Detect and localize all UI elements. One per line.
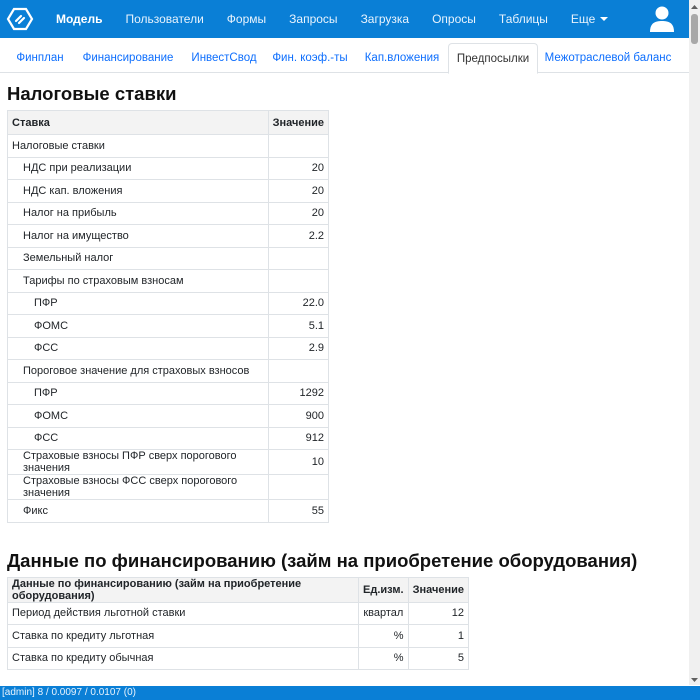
main-content <box>7 80 687 670</box>
row-value: 12 <box>408 602 468 625</box>
row-value: 2.9 <box>268 337 328 360</box>
row-name: НДС при реализации <box>8 157 269 180</box>
table-row <box>8 602 469 625</box>
table-row <box>8 180 329 203</box>
table-row <box>8 337 329 360</box>
financing-data-title: Данные по финансированию (займ на приобретение оборудования) <box>7 549 638 571</box>
nav-more-dropdown[interactable] <box>571 12 608 26</box>
nav-item-tables[interactable]: Таблицы <box>498 12 548 26</box>
row-name: Страховые взносы ПФР сверх порогового значения <box>8 450 269 475</box>
row-name: ФСС <box>8 337 269 360</box>
nav-more-label: Еще <box>570 12 596 26</box>
tab-capital-investments[interactable]: Кап.вложения <box>364 52 440 64</box>
nav-item-forms[interactable]: Формы <box>226 12 267 26</box>
row-value <box>268 135 328 158</box>
row-value: 1 <box>408 625 468 648</box>
table-row <box>8 450 329 475</box>
row-value <box>268 360 328 383</box>
column-header-rate: Ставка <box>8 111 269 135</box>
row-name: ФОМС <box>8 405 269 428</box>
tab-finplan[interactable]: Финплан <box>16 52 64 64</box>
table-row <box>8 202 329 225</box>
row-unit: % <box>359 647 409 670</box>
row-value <box>268 247 328 270</box>
table-row <box>8 360 329 383</box>
tab-financing[interactable]: Финансирование <box>82 52 174 64</box>
row-unit: % <box>359 625 409 648</box>
row-value: 2.2 <box>268 225 328 248</box>
status-bar <box>0 686 700 700</box>
row-value: 5.1 <box>268 315 328 338</box>
row-name: Налоговые ставки <box>8 135 269 158</box>
tab-fin-coefficients[interactable]: Фин. коэф.-ты <box>272 52 348 64</box>
scroll-down-arrow-icon[interactable] <box>689 673 700 685</box>
row-name: Фикс <box>8 500 269 523</box>
table-row <box>8 625 469 648</box>
column-header-value: Значение <box>268 111 328 135</box>
row-value: 912 <box>268 427 328 450</box>
financing-data-table <box>7 577 469 671</box>
top-navbar <box>0 0 689 38</box>
row-value: 1292 <box>268 382 328 405</box>
row-name: Пороговое значение для страховых взносов <box>8 360 269 383</box>
row-name: ПФР <box>8 292 269 315</box>
nav-item-users[interactable]: Пользователи <box>125 12 204 26</box>
table-row <box>8 247 329 270</box>
row-name: Налог на имущество <box>8 225 269 248</box>
user-icon[interactable] <box>649 5 675 33</box>
scroll-thumb[interactable] <box>691 14 698 44</box>
nav-item-model[interactable]: Модель <box>56 12 103 26</box>
row-name: Ставка по кредиту обычная <box>8 647 359 670</box>
row-name: НДС кап. вложения <box>8 180 269 203</box>
row-name: Земельный налог <box>8 247 269 270</box>
table-row <box>8 382 329 405</box>
caret-down-icon <box>600 17 608 21</box>
column-header-financing: Данные по финансированию (займ на приобретение оборудования) <box>8 577 359 602</box>
table-row <box>8 270 329 293</box>
nav-item-queries[interactable]: Запросы <box>289 12 338 26</box>
row-value: 900 <box>268 405 328 428</box>
status-text: [admin] 8 / 0.0097 / 0.0107 (0) <box>2 687 136 698</box>
table-header-row <box>8 111 329 135</box>
nav-item-upload[interactable]: Загрузка <box>360 12 410 26</box>
nav-item-surveys[interactable]: Опросы <box>432 12 476 26</box>
row-name: Страховые взносы ФСС сверх порогового значения <box>8 475 269 500</box>
row-name: ФСС <box>8 427 269 450</box>
table-row <box>8 315 329 338</box>
vertical-scrollbar[interactable] <box>689 0 700 685</box>
table-header-row <box>8 577 469 602</box>
row-value <box>268 270 328 293</box>
row-value: 20 <box>268 202 328 225</box>
row-value <box>268 475 328 500</box>
row-value: 22.0 <box>268 292 328 315</box>
row-value: 10 <box>268 450 328 475</box>
logo-icon[interactable] <box>2 0 38 38</box>
tab-bar <box>0 38 689 73</box>
table-row <box>8 292 329 315</box>
table-row <box>8 647 469 670</box>
row-value: 20 <box>268 157 328 180</box>
tax-rates-table <box>7 110 329 523</box>
table-row <box>8 157 329 180</box>
table-row <box>8 135 329 158</box>
tax-rates-title: Налоговые ставки <box>7 83 177 104</box>
tab-investsvod[interactable]: ИнвестСвод <box>191 52 257 64</box>
row-name: Период действия льготной ставки <box>8 602 359 625</box>
row-value: 55 <box>268 500 328 523</box>
row-name: Налог на прибыль <box>8 202 269 225</box>
row-name: ФОМС <box>8 315 269 338</box>
row-value: 20 <box>268 180 328 203</box>
row-name: ПФР <box>8 382 269 405</box>
scroll-up-arrow-icon[interactable] <box>689 0 700 12</box>
table-row <box>8 405 329 428</box>
table-row <box>8 427 329 450</box>
column-header-unit: Ед.изм. <box>359 577 409 602</box>
table-row <box>8 225 329 248</box>
row-value: 5 <box>408 647 468 670</box>
table-row <box>8 475 329 500</box>
row-unit: квартал <box>359 602 409 625</box>
row-name: Ставка по кредиту льготная <box>8 625 359 648</box>
tab-interindustry-balance[interactable]: Межотраслевой баланс <box>544 52 672 64</box>
tab-assumptions[interactable]: Предпосылки <box>448 43 538 74</box>
row-name: Тарифы по страховым взносам <box>8 270 269 293</box>
table-row <box>8 500 329 523</box>
column-header-value: Значение <box>408 577 468 602</box>
